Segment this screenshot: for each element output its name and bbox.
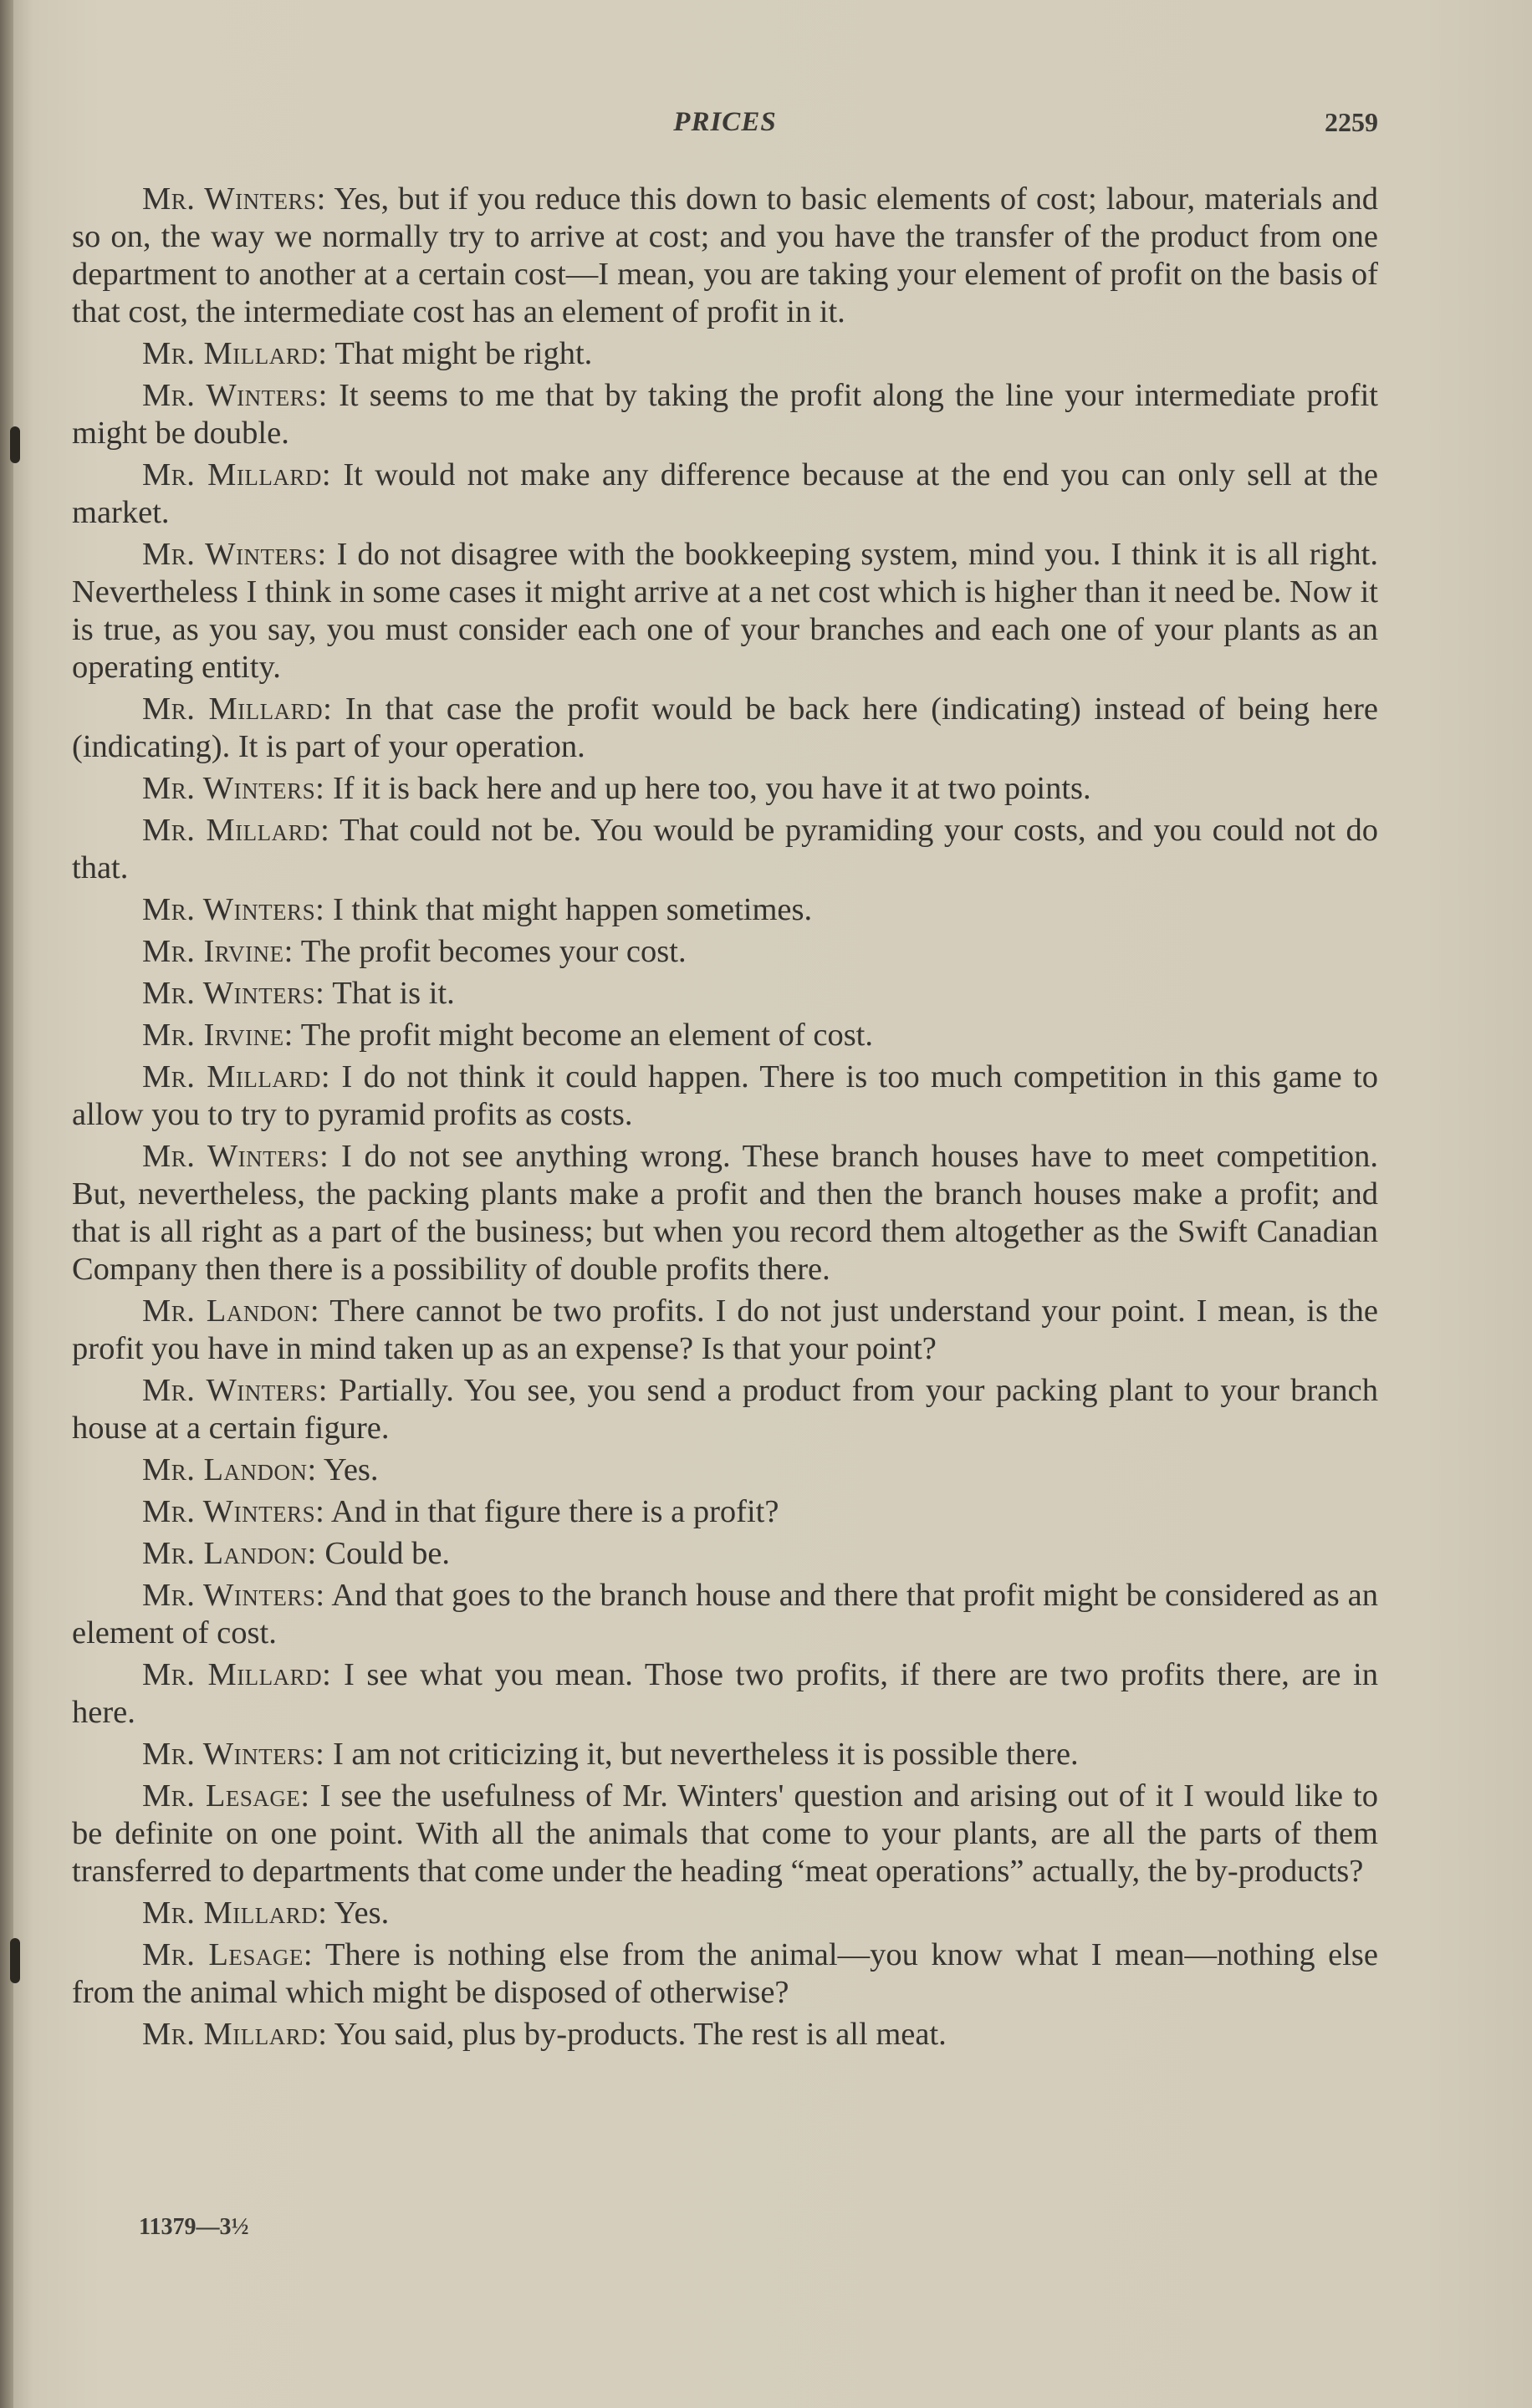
transcript-paragraph bbox=[72, 933, 1378, 971]
transcript-paragraph bbox=[72, 891, 1378, 929]
speech-text: If it is back here and up here too, you have it at two points. bbox=[324, 771, 1091, 806]
transcript-paragraph bbox=[72, 1493, 1378, 1531]
speech-text: I do not think it could happen. There is too much competition in this game to allow you to try to pyramid profits as costs. bbox=[72, 1059, 1378, 1132]
speaker-name: Mr. Millard: bbox=[142, 2017, 328, 2052]
speech-text: It would not make any difference because at the end you can only sell at the market. bbox=[72, 457, 1378, 530]
speech-text: And that goes to the branch house and there that profit might be considered as an element of cost. bbox=[72, 1578, 1378, 1650]
speech-text: There is nothing else from the animal—you know what I mean—nothing else from the animal which might be disposed of otherwise? bbox=[72, 1937, 1378, 2010]
transcript-paragraph bbox=[72, 1736, 1378, 1773]
speaker-name: Mr. Winters: bbox=[142, 181, 326, 217]
speech-text: I think that might happen sometimes. bbox=[324, 892, 813, 927]
speech-text: There cannot be two profits. I do not just understand your point. I mean, is the profit you have in mind taken up as an expense? Is that your point? bbox=[72, 1293, 1378, 1366]
speaker-name: Mr. Millard: bbox=[142, 336, 328, 371]
transcript-paragraph bbox=[72, 335, 1378, 373]
signature-mark: 11379—3½ bbox=[139, 2214, 249, 2240]
binding-hole bbox=[10, 426, 20, 463]
speaker-name: Mr. Lesage: bbox=[142, 1937, 314, 1972]
speech-text: The profit becomes your cost. bbox=[293, 934, 687, 969]
speaker-name: Mr. Millard: bbox=[142, 1059, 331, 1094]
transcript-paragraph bbox=[72, 2016, 1378, 2053]
speech-text: Partially. You see, you send a product from your packing plant to your branch house at a certain figure. bbox=[72, 1373, 1378, 1446]
speaker-name: Mr. Winters: bbox=[142, 1578, 325, 1613]
speaker-name: Mr. Winters: bbox=[142, 537, 327, 572]
transcript-paragraph bbox=[72, 770, 1378, 808]
transcript-paragraph bbox=[72, 1451, 1378, 1489]
speaker-name: Mr. Winters: bbox=[142, 892, 325, 927]
page-header bbox=[72, 107, 1378, 149]
transcript-paragraph bbox=[72, 181, 1378, 331]
transcript-paragraph bbox=[72, 1656, 1378, 1732]
speech-text: That might be right. bbox=[327, 336, 593, 371]
speaker-name: Mr. Irvine: bbox=[142, 1018, 294, 1053]
transcript-paragraph bbox=[72, 1535, 1378, 1573]
speech-text: In that case the profit would be back here (indicating) instead of being here (indicating). It is part of your operation. bbox=[72, 691, 1379, 764]
speech-text: Yes, but if you reduce this down to basic elements of cost; labour, materials and so on, the way we normally try to arrive at cost; and you have the transfer of the product from one department to another at a certain cost—I mean, you are taking your element of profit on the basis of that cost, the intermediate cost has an element of profit in it. bbox=[72, 181, 1378, 329]
speaker-name: Mr. Landon: bbox=[142, 1293, 320, 1329]
speech-text: Could be. bbox=[316, 1536, 451, 1571]
transcript-paragraph bbox=[72, 1059, 1378, 1134]
speaker-name: Mr. Winters: bbox=[142, 1373, 328, 1408]
transcript-paragraph bbox=[72, 1293, 1378, 1368]
speaker-name: Mr. Millard: bbox=[142, 1895, 328, 1931]
speech-text: I see the usefulness of Mr. Winters' question and arising out of it I would like to be definite on one point. With all the animals that come to your plants, are all the parts of them transferred to departments that come under the heading “meat operations” actually, the by-products? bbox=[72, 1778, 1378, 1889]
speech-text: Yes. bbox=[316, 1452, 379, 1487]
speaker-name: Mr. Winters: bbox=[142, 1139, 329, 1174]
speech-text: That could not be. You would be pyramiding your costs, and you could not do that. bbox=[72, 813, 1378, 885]
speech-text: It seems to me that by taking the profit along the line your intermediate profit might be double. bbox=[72, 378, 1378, 451]
transcript-paragraph bbox=[72, 377, 1378, 452]
speech-text: I do not disagree with the bookkeeping system, mind you. I think it is all right. Nevertheless I think in some cases it might arrive at a net cost which is higher than it need be. Now it is true, as you say, you must consider each one of your branches and each one of your plants as an operating entity. bbox=[72, 537, 1378, 685]
speaker-name: Mr. Landon: bbox=[142, 1452, 317, 1487]
page-number: 2259 bbox=[1325, 107, 1378, 137]
speaker-name: Mr. Winters: bbox=[142, 771, 325, 806]
speaker-name: Mr. Irvine: bbox=[142, 934, 294, 969]
speech-text: I do not see anything wrong. These branch houses have to meet competition. But, nevertheless, the packing plants make a profit and then the branch houses make a profit; and that is all right as a part of the business; but when you record them altogether as the Swift Canadian Company then there is a possibility of double profits there. bbox=[72, 1139, 1378, 1287]
transcript-paragraph bbox=[72, 691, 1378, 766]
speaker-name: Mr. Winters: bbox=[142, 976, 325, 1011]
transcript-paragraph bbox=[72, 1017, 1378, 1054]
speaker-name: Mr. Millard: bbox=[142, 813, 330, 848]
page-binding-edge bbox=[0, 0, 13, 2408]
transcript-paragraph bbox=[72, 1936, 1378, 2012]
transcript-paragraph bbox=[72, 536, 1378, 686]
speech-text: The profit might become an element of cost. bbox=[293, 1018, 873, 1053]
speech-text: That is it. bbox=[324, 976, 455, 1011]
binding-hole bbox=[10, 1938, 20, 1983]
transcript-paragraph bbox=[72, 457, 1378, 532]
transcript-paragraph bbox=[72, 1577, 1378, 1652]
speaker-name: Mr. Winters: bbox=[142, 1737, 325, 1772]
transcript-paragraph bbox=[72, 975, 1378, 1013]
speaker-name: Mr. Winters: bbox=[142, 1494, 325, 1529]
speech-text: I see what you mean. Those two profits, if there are two profits there, are in here. bbox=[72, 1657, 1378, 1730]
transcript-paragraph bbox=[72, 1138, 1378, 1288]
speech-text: I am not criticizing it, but nevertheless it is possible there. bbox=[324, 1737, 1079, 1772]
speech-text: And in that figure there is a profit? bbox=[324, 1494, 779, 1529]
transcript-paragraph bbox=[72, 812, 1378, 887]
transcript-paragraph bbox=[72, 1895, 1378, 1932]
transcript-paragraph bbox=[72, 1778, 1378, 1890]
speaker-name: Mr. Winters: bbox=[142, 378, 328, 413]
speaker-name: Mr. Millard: bbox=[142, 457, 332, 492]
speaker-name: Mr. Landon: bbox=[142, 1536, 317, 1571]
transcript-paragraph bbox=[72, 1372, 1378, 1447]
running-head: PRICES bbox=[673, 107, 777, 137]
transcript-body bbox=[72, 181, 1378, 2058]
speaker-name: Mr. Millard: bbox=[142, 691, 333, 727]
speech-text: Yes. bbox=[327, 1895, 390, 1931]
speaker-name: Mr. Millard: bbox=[142, 1657, 332, 1692]
speaker-name: Mr. Lesage: bbox=[142, 1778, 310, 1814]
speech-text: You said, plus by-products. The rest is all meat. bbox=[327, 2017, 947, 2052]
